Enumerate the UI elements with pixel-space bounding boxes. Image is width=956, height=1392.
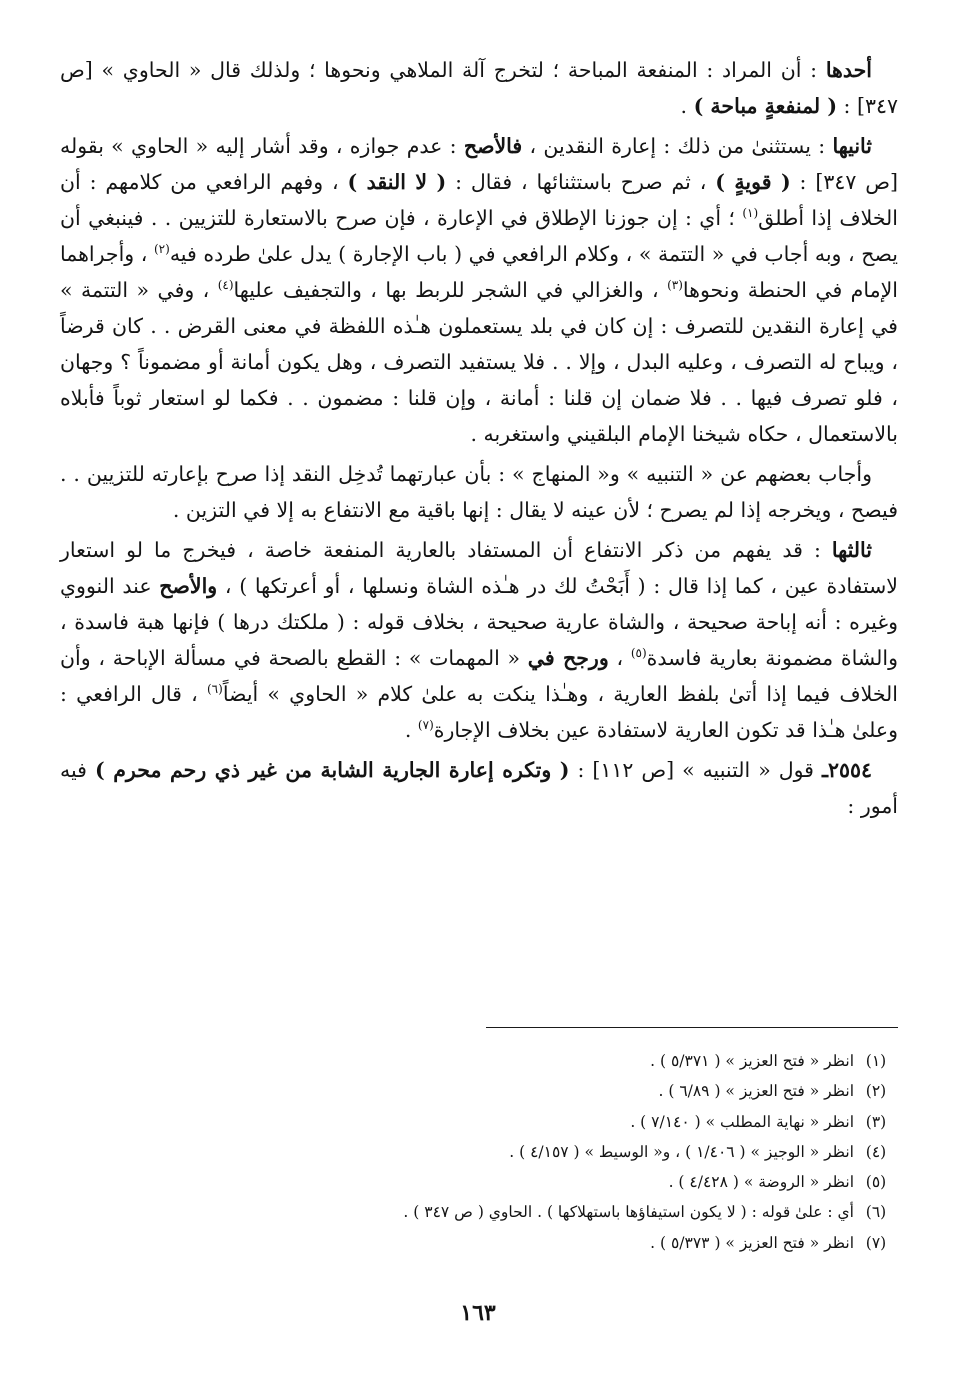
text-segment: ، قال الرافعي : وعلىٰ هـٰذا قد تكون العارية لاستفادة عين بخلاف الإجارة [60,682,898,742]
bold-term: ( قويةٍ ) [715,170,791,194]
text-segment: . [404,718,418,742]
footnote-item [298,1167,898,1197]
footnote-number: (٤) [865,1142,887,1161]
text-segment: : قد يفهم من ذكر الانتفاع أن المستفاد بالعارية المنفعة خاصة ، فيخرج ما لو استعار لاستفادة عين ، كما إذا قال : ( أَبَحْتُ لك در هـٰذه الشاة ونسلها ، أو أعرتكها ) ، [60,538,899,598]
bold-term: فالأصح [463,134,523,158]
footnote-item [298,1076,898,1106]
footnote-number: (٥) [865,1173,887,1192]
footnote-number: (٣) [865,1112,887,1131]
bold-term: ( وتكره إعارة الجارية الشابة من غير ذي رحم محرم ) [94,758,570,782]
footnote-item [298,1046,898,1076]
text-segment: ؛ أي : إن جوزنا الإطلاق في الإعارة ، فإن صرح بالاستعارة للتزيين . . فينبغي أن يصح ، وبه أجاب في « التتمة » ، وكلام الرافعي في ( باب الإجارة ) يدل علىٰ طرده فيه [60,206,898,266]
paragraph [60,52,898,124]
text-segment: ، وفي « التتمة » في إعارة النقدين للتصرف : إن كان في بلد يستعملون هـٰذه اللفظة في معنى القرض . . كان قرضاً ، ويباح له التصرف ، وعليه البدل ، وإلا . . فلا يستفيد التصرف ، وهل يكون أمانة أو مضموناً ؟ وجهان ، فلو تصرف فيها . . فلا ضمان إن قلنا : أمانة ، وإن قلنا : مضمون . . فكما لو استعار ثوباً فأبلاه بالاستعمال ، حكاه شيخنا الإمام البلقيني واستغربه . [60,278,898,446]
text-segment: ، والغزالي في الشجر للربط بها ، والتجفيف عليها [233,278,668,302]
text-segment: ، وفهم الرافعي من كلامهم : أن الخلاف إذا أطلق [60,170,898,230]
footnote-text: انظر « فتح العزيز » ( ٥/٣٧١ ) . [650,1052,854,1070]
text-segment: . [680,94,694,118]
text-segment: : عدم جوازه ، وقد أشار إليه « الحاوي » بقوله [ص ٣٤٧] : [60,134,899,194]
text-segment: : يستثنىٰ من ذلك : إعارة النقدين ، [522,134,833,158]
footnote-ref: (٦) [206,682,223,697]
footnote-text: انظر « فتح العزيز » ( ٦/٨٩ ) . [658,1082,854,1101]
footnote-text: انظر « الروضة » ( ٤/٤٢٨ ) . [668,1173,854,1192]
footnote-text: أي : علىٰ قوله : ( لا يكون استيفاؤها باستهلاكها ) . الحاوي ( ص ٣٤٧ ) . [403,1203,854,1222]
bold-term: ورجح في [527,646,609,670]
footnote-number: (٧) [865,1233,887,1252]
footnote-item [298,1197,898,1227]
paragraph [60,128,898,452]
paragraph [60,456,898,528]
bold-term: أحدها [825,58,872,82]
paragraph [60,752,898,824]
text-segment: قول « التنبيه » [ص ١١٢] : [569,758,822,782]
page-content [60,52,898,828]
bold-term: ثالثها [831,538,872,562]
text-segment: عند النووي وغيره : أنه إباحة صحيحة ، والشاة عارية صحيحة ، بخلاف قوله : ( ملكتك درها ) فإنها هبة فاسدة ، والشاة مضمونة بعارية فاسدة [60,574,898,670]
footnote-ref: (١) [742,206,759,221]
footnote-ref: (٥) [630,646,647,661]
footnotes [298,1046,898,1258]
footnote-number: (٦) [865,1203,887,1222]
text-segment: ، وأجراهما الإمام في الحنطة ونحوها [60,242,898,302]
page-number: ١٦٣ [460,1300,496,1326]
footnote-item [298,1137,898,1167]
footnote-text: انظر « نهاية المطلب » ( ٧/١٤٠ ) . [630,1112,854,1131]
bold-term: والأصح [159,574,218,598]
footnote-text: انظر « فتح العزيز » ( ٥/٣٧٣ ) . [650,1233,854,1252]
footnote-text: انظر « الوجيز » ( ١/٤٠٦ ) ، و« الوسيط » ( ٤/١٥٧ ) . [509,1142,854,1161]
text-segment: وأجاب بعضهم عن « التنبيه » و« المنهاج » : بأن عبارتهما تُدخِل النقد إذا صرح بإعارته للتزيين . . فيصح ، ويخرجه إذا لم يصرح ؛ لأن عينه لا يقال : إنها باقية مع الانتفاع به إلا في التزين . [60,462,898,522]
text-segment: ، ثم صرح باستثنائها ، فقال : [446,170,716,194]
bold-term: ( لمنفعةٍ مباحة ) [693,94,838,118]
footnote-ref: (٢) [153,242,170,257]
footnote-divider [486,1027,898,1028]
text-segment: : أن المراد : المنفعة المباحة ؛ لتخرج آلة الملاهي ونحوها ؛ ولذلك قال « الحاوي » [ص ٣٤٧] : [60,58,898,118]
body-text [60,52,898,824]
text-segment: فيه أمور : [60,758,898,818]
footnote-number: (٢) [865,1082,887,1101]
footnote-ref: (٤) [217,278,234,293]
footnote-number: (١) [865,1052,887,1070]
bold-term: ٢٥٥٤ـ [821,758,872,782]
bold-term: ثانيها [832,134,872,158]
footnote-ref: (٣) [667,278,683,293]
paragraph [60,532,898,748]
text-segment: « المهمات » : القطع بالصحة في مسألة الإباحة ، وأن الخلاف فيما إذا أتىٰ بلفظ العارية ، وهـٰذا ينكت به علىٰ كلام « الحاوي » أيضاً [60,646,898,706]
footnote-ref: (٧) [417,718,434,733]
text-segment: ، [608,646,631,670]
footnote-item [298,1107,898,1137]
bold-term: ( لا النقد ) [347,170,447,194]
footnote-item [298,1228,898,1258]
